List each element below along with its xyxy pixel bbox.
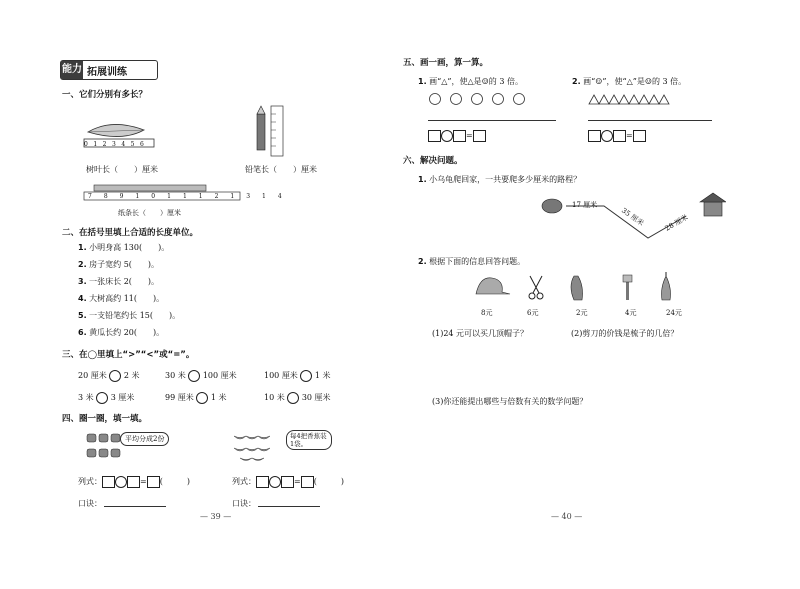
equation-1: 列式： = ( ): [78, 477, 190, 486]
compare-1: 20 厘米 2 米: [78, 371, 140, 380]
section1-title: 一、它们分别有多长？: [62, 90, 148, 100]
answer-box[interactable]: [633, 130, 646, 142]
draw-line-2[interactable]: [588, 120, 712, 121]
items-figure: [470, 272, 690, 304]
ruler1-ticks: 0123456: [84, 141, 150, 148]
cakes-figure: [86, 432, 122, 462]
price-cap: 8元: [481, 309, 493, 317]
operator-circle[interactable]: [441, 130, 453, 142]
s2-item-2: 2. 房子宽约 5( )。: [78, 260, 160, 269]
bubble-banana: 每4把香蕉装1袋。: [286, 430, 332, 450]
house-icon: [704, 202, 722, 216]
sub-question-1: (1)24 元可以买几顶帽子？: [432, 329, 529, 338]
koujue-2: 口诀：: [232, 499, 256, 508]
s5-q1: 1. 画“△”，使△是☺的 3 倍。: [418, 77, 523, 86]
smiley-faces-row: [428, 92, 528, 106]
answer-box[interactable]: [428, 130, 441, 142]
answer-box[interactable]: [256, 476, 269, 488]
compare-3: 100 厘米 1 米: [264, 371, 331, 380]
draw-line-1[interactable]: [428, 120, 556, 121]
answer-box[interactable]: [473, 130, 486, 142]
compare-circle[interactable]: [300, 370, 312, 382]
s5-equation-2: =: [588, 130, 646, 142]
sub-question-3: (3)你还能提出哪些与倍数有关的数学问题？: [432, 397, 588, 406]
cap-icon: [476, 278, 510, 294]
s5-q2: 2. 画“☺”，使“△”是☺的 3 倍。: [572, 77, 687, 86]
answer-box[interactable]: [613, 130, 626, 142]
section5-title: 五、画一画，算一算。: [403, 58, 489, 68]
price-umbrella: 24元: [666, 309, 682, 317]
s6-q1: 1. 小乌龟爬回家，一共要爬多少厘米的路程？: [418, 175, 582, 184]
s2-item-1: 1. 小明身高 130( )。: [78, 243, 170, 252]
compare-4: 3 米 3 厘米: [78, 393, 135, 402]
koujue-1: 口诀：: [78, 499, 102, 508]
strip-length-question: 纸条长（ ）厘米: [118, 209, 181, 217]
s5-equation-1: =: [428, 130, 486, 142]
price-toothbrush: 4元: [625, 309, 637, 317]
compare-2: 30 米 100 厘米: [165, 371, 237, 380]
answer-box[interactable]: [281, 476, 294, 488]
pencil-ruler-figure: [253, 104, 289, 158]
compare-circle[interactable]: [188, 370, 200, 382]
badge-title: 拓展训练: [87, 67, 127, 78]
page-number-left: — 39 —: [200, 512, 232, 521]
s2-item-5: 5. 一支铅笔约长 15( )。: [78, 311, 181, 320]
umbrella-icon: [662, 272, 671, 300]
operator-circle[interactable]: [601, 130, 613, 142]
answer-box[interactable]: [453, 130, 466, 142]
answer-box[interactable]: [102, 476, 115, 488]
distance-1: 17 厘米: [572, 201, 598, 209]
price-scissors: 6元: [527, 309, 539, 317]
answer-line: [104, 506, 166, 507]
comb-icon: [571, 276, 583, 300]
compare-circle[interactable]: [109, 370, 121, 382]
operator-circle[interactable]: [115, 476, 127, 488]
answer-line: [258, 506, 320, 507]
bubble-share: 平均分成2份: [120, 432, 169, 446]
section2-title: 二、在括号里填上合适的长度单位。: [62, 228, 199, 238]
equation-2: 列式： = ( ): [232, 477, 344, 486]
section4-title: 四、圈一圈，填一填。: [62, 414, 148, 424]
badge-icon-text: 能力: [61, 61, 83, 79]
answer-box[interactable]: [127, 476, 140, 488]
sub-question-2: (2)剪刀的价钱是梳子的几倍？: [571, 329, 679, 338]
operator-circle[interactable]: [269, 476, 281, 488]
distance-3: 28 厘米: [663, 213, 690, 233]
bananas-figure: [232, 430, 282, 464]
section3-title: 三、在◯里填上“>”“<”或“=”。: [62, 350, 195, 360]
ruler2-ticks: 7891011121314: [88, 193, 294, 200]
answer-box[interactable]: [301, 476, 314, 488]
triangles-row: [588, 94, 672, 106]
price-comb: 2元: [576, 309, 588, 317]
compare-circle[interactable]: [287, 392, 299, 404]
scissors-icon: [529, 276, 543, 299]
leaf-length-question: 树叶长（ ）厘米: [86, 165, 158, 174]
compare-circle[interactable]: [196, 392, 208, 404]
answer-box[interactable]: [588, 130, 601, 142]
page-number-right: — 40 —: [551, 512, 583, 521]
turtle-icon: [542, 199, 562, 213]
s2-item-3: 3. 一张床长 2( )。: [78, 277, 160, 286]
pencil-length-question: 铅笔长（ ）厘米: [245, 165, 317, 174]
section-badge: [60, 60, 158, 80]
compare-6: 10 米 30 厘米: [264, 393, 331, 402]
compare-5: 99 厘米 1 米: [165, 393, 227, 402]
toothbrush-icon: [623, 275, 632, 300]
s2-item-4: 4. 大树高约 11( )。: [78, 294, 165, 303]
s2-item-6: 6. 黄瓜长约 20( )。: [78, 328, 165, 337]
s6-q2: 2. 根据下面的信息回答问题。: [418, 257, 526, 266]
answer-box[interactable]: [147, 476, 160, 488]
distance-2: 35 厘米: [619, 206, 646, 228]
compare-circle[interactable]: [96, 392, 108, 404]
section6-title: 六、解决问题。: [403, 156, 463, 166]
